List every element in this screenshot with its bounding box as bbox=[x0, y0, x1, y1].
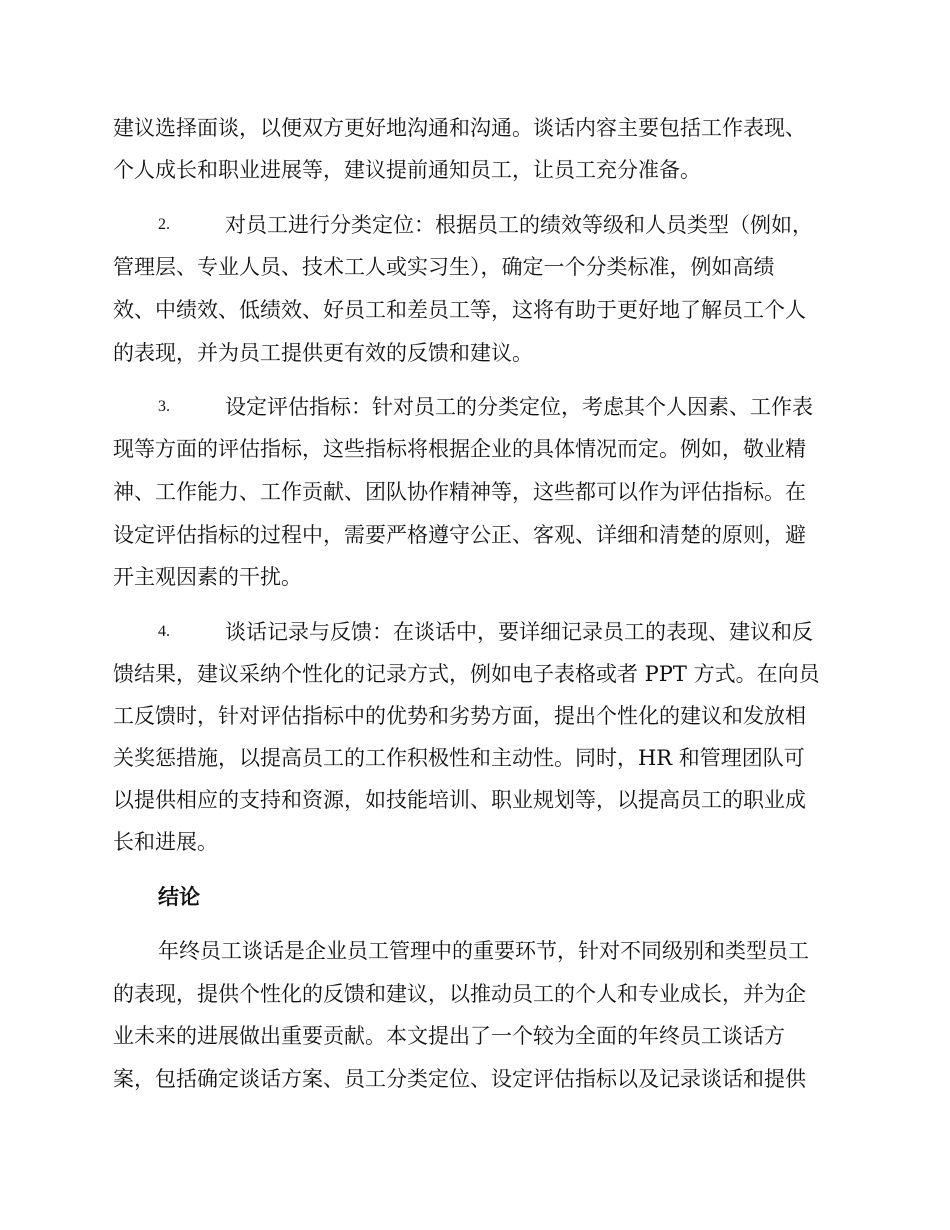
item-line: 以提供相应的支持和资源，如技能培训、职业规划等，以提高员工的职业成 bbox=[113, 788, 806, 812]
item-first-line: 设定评估指标：针对员工的分类定位，考虑其个人因素、工作表 bbox=[225, 395, 813, 419]
item-line: 的表现，并为员工提供更有效的反馈和建议。 bbox=[113, 341, 533, 365]
item-line: 关奖惩措施，以提高员工的工作积极性和主动性。同时，HR 和管理团队可 bbox=[113, 746, 805, 770]
conclusion-line: 的表现，提供个性化的反馈和建议，以推动员工的个人和专业成长，并为企 bbox=[113, 982, 806, 1006]
item-line: 馈结果，建议采纳个性化的记录方式，例如电子表格或者 PPT 方式。在向员 bbox=[113, 662, 820, 686]
item-line: 工反馈时，针对评估指标中的优势和劣势方面，提出个性化的建议和发放相 bbox=[113, 704, 806, 728]
item-number: 4. bbox=[158, 623, 170, 640]
item-line: 长和进展。 bbox=[113, 830, 218, 854]
item-line: 效、中绩效、低绩效、好员工和差员工等，这将有助于更好地了解员工个人 bbox=[113, 298, 806, 322]
item-first-line: 对员工进行分类定位：根据员工的绩效等级和人员类型（例如， bbox=[225, 213, 813, 237]
item-line: 设定评估指标的过程中，需要严格遵守公正、客观、详细和清楚的原则，避 bbox=[113, 523, 806, 547]
item-line: 管理层、专业人员、技术工人或实习生），确定一个分类标准，例如高绩 bbox=[113, 255, 775, 279]
item-number: 2. bbox=[158, 216, 170, 233]
conclusion-line: 案，包括确定谈话方案、员工分类定位、设定评估指标以及记录谈话和提供 bbox=[113, 1067, 806, 1091]
item-line: 现等方面的评估指标，这些指标将根据企业的具体情况而定。例如，敬业精 bbox=[113, 437, 806, 461]
conclusion-line: 年终员工谈话是企业员工管理中的重要环节，针对不同级别和类型员工 bbox=[158, 939, 809, 963]
section-heading: 结论 bbox=[158, 885, 200, 909]
item-number: 3. bbox=[158, 398, 170, 415]
intro-line: 建议选择面谈，以便双方更好地沟通和沟通。谈话内容主要包括工作表现、 bbox=[113, 116, 806, 140]
item-line: 神、工作能力、工作贡献、团队协作精神等，这些都可以作为评估指标。在 bbox=[113, 480, 806, 504]
intro-line: 个人成长和职业进展等，建议提前通知员工，让员工充分准备。 bbox=[113, 158, 701, 182]
item-first-line: 谈话记录与反馈：在谈话中，要详细记录员工的表现、建议和反 bbox=[225, 620, 813, 644]
item-line: 开主观因素的干扰。 bbox=[113, 565, 302, 589]
conclusion-line: 业未来的进展做出重要贡献。本文提出了一个较为全面的年终员工谈话方 bbox=[113, 1024, 785, 1048]
